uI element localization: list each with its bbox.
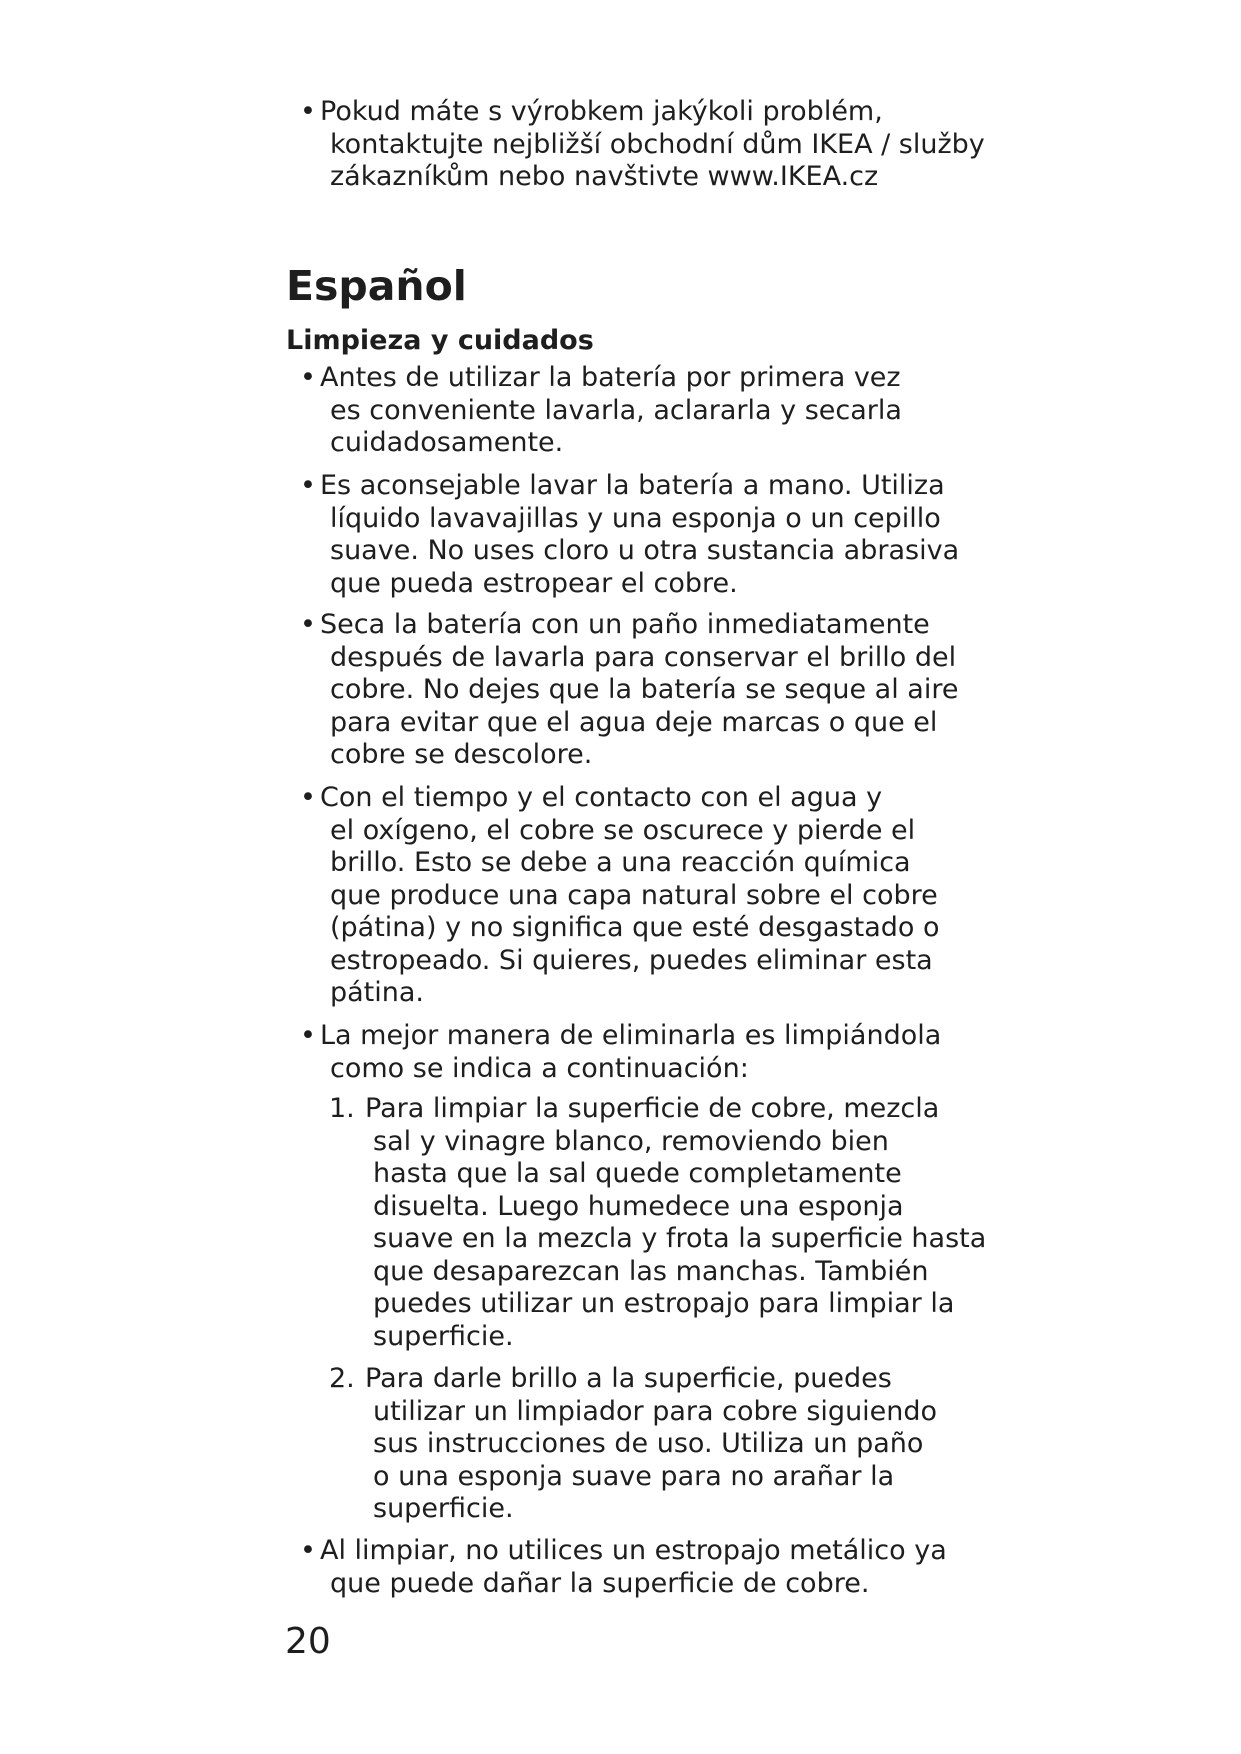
list-item xyxy=(300,1535,980,1600)
list-item-line: estropeado. Si quieres, puedes eliminar esta xyxy=(330,944,933,976)
numbered-step-line: puedes utilizar un estropajo para limpiar la xyxy=(373,1288,955,1319)
numbered-step-line: que desaparezcan las manchas. También xyxy=(373,1255,929,1287)
list-item xyxy=(300,96,985,194)
numbered-step xyxy=(329,1363,989,1526)
numbered-step-line: hasta que la sal quede completamente xyxy=(373,1158,902,1189)
numbered-step-line: sal y vinagre blanco, removiendo bien xyxy=(373,1125,889,1157)
list-item xyxy=(300,609,980,772)
bullet-icon: • xyxy=(300,1535,316,1566)
list-item xyxy=(300,362,980,460)
list-item-line: • Con el tiempo y el contacto con el agua y xyxy=(300,782,883,813)
list-item-line: (pátina) y no significa que esté desgastado o xyxy=(330,912,940,943)
list-item-line: después de lavarla para conservar el brillo del xyxy=(330,641,957,673)
list-item-line: cuidadosamente. xyxy=(330,427,564,458)
list-item-line: que puede dañar la superficie de cobre. xyxy=(330,1567,870,1599)
list-item-line: • Pokud máte s výrobkem jakýkoli problém, xyxy=(300,96,883,127)
subsection-title: Limpieza y cuidados xyxy=(286,325,594,356)
list-item-line: kontaktujte nejbližší obchodní dům IKEA / služby xyxy=(330,128,985,160)
numbered-step-line: 1. Para limpiar la superficie de cobre, mezcla xyxy=(329,1093,940,1124)
list-item-line: para evitar que el agua deje marcas o que el xyxy=(330,706,938,738)
page-number: 20 xyxy=(285,1621,331,1662)
list-item-line: que produce una capa natural sobre el cobre xyxy=(330,879,938,911)
numbered-step-line: disuelta. Luego humedece una esponja xyxy=(373,1190,904,1222)
list-item-line: • Al limpiar, no utilices un estropajo metálico ya xyxy=(300,1535,947,1566)
list-item xyxy=(300,782,980,1010)
list-item-line: cobre se descolore. xyxy=(330,739,593,770)
list-item-line: zákazníkům nebo navštivte www.IKEA.cz xyxy=(330,161,879,192)
numbered-step-line: suave en la mezcla y frota la superficie hasta xyxy=(373,1223,987,1254)
list-item-line: como se indica a continuación: xyxy=(330,1052,749,1084)
numbered-step-line: sus instrucciones de uso. Utiliza un paño xyxy=(373,1428,924,1459)
list-item-line: • Antes de utilizar la batería por primera vez xyxy=(300,362,901,393)
step-number: 2. xyxy=(329,1363,355,1394)
bullet-icon: • xyxy=(300,470,316,501)
list-item-line: brillo. Esto se debe a una reacción química xyxy=(330,847,911,878)
numbered-step-line: utilizar un limpiador para cobre siguiendo xyxy=(373,1395,938,1427)
list-item xyxy=(300,470,980,600)
bullet-icon: • xyxy=(300,1020,316,1051)
numbered-step-line: 2. Para darle brillo a la superficie, puedes xyxy=(329,1363,892,1394)
list-item-line: pátina. xyxy=(330,977,425,1008)
list-item-line: • Es aconsejable lavar la batería a mano. Utiliza xyxy=(300,470,945,501)
list-item-line: líquido lavavajillas y una esponja o un cepillo xyxy=(330,502,941,534)
list-item xyxy=(300,1020,980,1085)
list-item-line: cobre. No dejes que la batería se seque al aire xyxy=(330,674,959,705)
bullet-icon: • xyxy=(300,96,316,127)
numbered-step-line: o una esponja suave para no arañar la xyxy=(373,1460,895,1492)
list-item-line: que pueda estropear el cobre. xyxy=(330,567,738,599)
bullet-icon: • xyxy=(300,782,316,813)
list-item-line: • La mejor manera de eliminarla es limpiándola xyxy=(300,1020,942,1051)
list-item-line: el oxígeno, el cobre se oscurece y pierde el xyxy=(330,814,916,846)
list-item-line: • Seca la batería con un paño inmediatamente xyxy=(300,609,930,640)
numbered-step-line: superficie. xyxy=(373,1493,514,1524)
step-number: 1. xyxy=(329,1093,355,1124)
section-title: Español xyxy=(286,262,467,310)
bullet-icon: • xyxy=(300,362,316,393)
numbered-step xyxy=(329,1093,989,1353)
list-item-line: es conveniente lavarla, aclararla y secarla xyxy=(330,394,902,426)
list-item-line: suave. No uses cloro u otra sustancia abrasiva xyxy=(330,535,960,566)
numbered-step-line: superficie. xyxy=(373,1320,514,1352)
bullet-icon: • xyxy=(300,609,316,640)
